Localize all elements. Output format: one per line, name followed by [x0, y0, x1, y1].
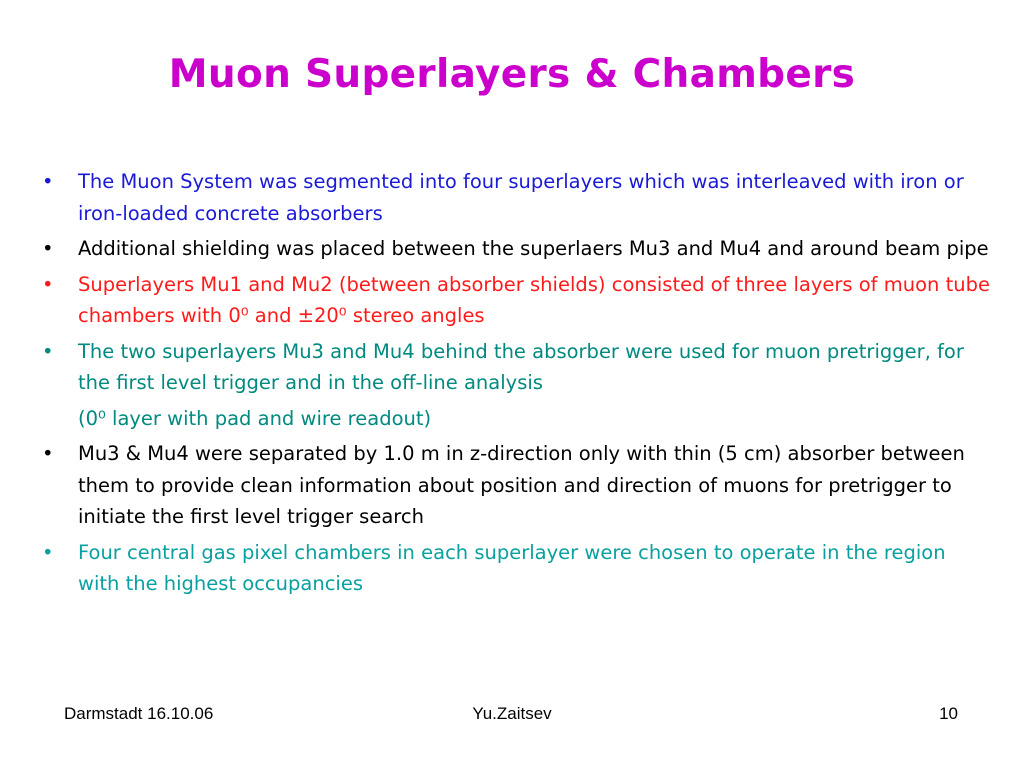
bullet-marker: •	[42, 170, 54, 193]
bullet-text: The two superlayers Mu3 and Mu4 behind the absorber were used for muon pretrigger, for the first level trigger and in the off-line analysis	[78, 339, 964, 394]
slide-title: Muon Superlayers & Chambers	[168, 52, 856, 97]
bullet-marker: •	[42, 272, 54, 296]
bullet-text: Superlayers Mu1 and Mu2 (between absorber shields) consisted of three layers of muon tube chambers with 0⁰ and ±20⁰ stereo angles	[78, 272, 990, 327]
bullet-text: The Muon System was segmented into four superlayers which was interleaved with iron or iron-loaded concrete absorbers	[78, 170, 964, 225]
bullet-marker: •	[42, 442, 54, 465]
bullet-item-4	[40, 336, 990, 399]
bullet-text: Additional shielding was placed between the superlaers Mu3 and Mu4 and around beam pipe	[78, 237, 989, 260]
bullet-marker: •	[42, 339, 54, 363]
bullet-text: Mu3 & Mu4 were separated by 1.0 m in z-direction only with thin (5 cm) absorber between them to provide clean information about position and direction of muons for pretrigger to initiate the first level trigger search	[78, 442, 965, 528]
bullet-marker: •	[42, 237, 54, 260]
bullet-continuation: (0⁰ layer with pad and wire readout)	[78, 406, 432, 430]
bullet-item-6	[40, 537, 990, 600]
footer-author: Yu.Zaitsev	[472, 704, 552, 723]
bullet-item-5	[40, 438, 990, 533]
bullet-item-3	[40, 269, 990, 332]
bullet-item-2	[40, 233, 990, 265]
bullet-text: Four central gas pixel chambers in each superlayer were chosen to operate in the region with the highest occupancies	[78, 540, 946, 595]
footer-page-number: 10	[939, 704, 958, 723]
bullet-marker: •	[42, 540, 54, 564]
footer-date-location: Darmstadt 16.10.06	[64, 704, 214, 723]
bullet-item-1	[40, 166, 990, 229]
bullet-list	[40, 166, 990, 604]
